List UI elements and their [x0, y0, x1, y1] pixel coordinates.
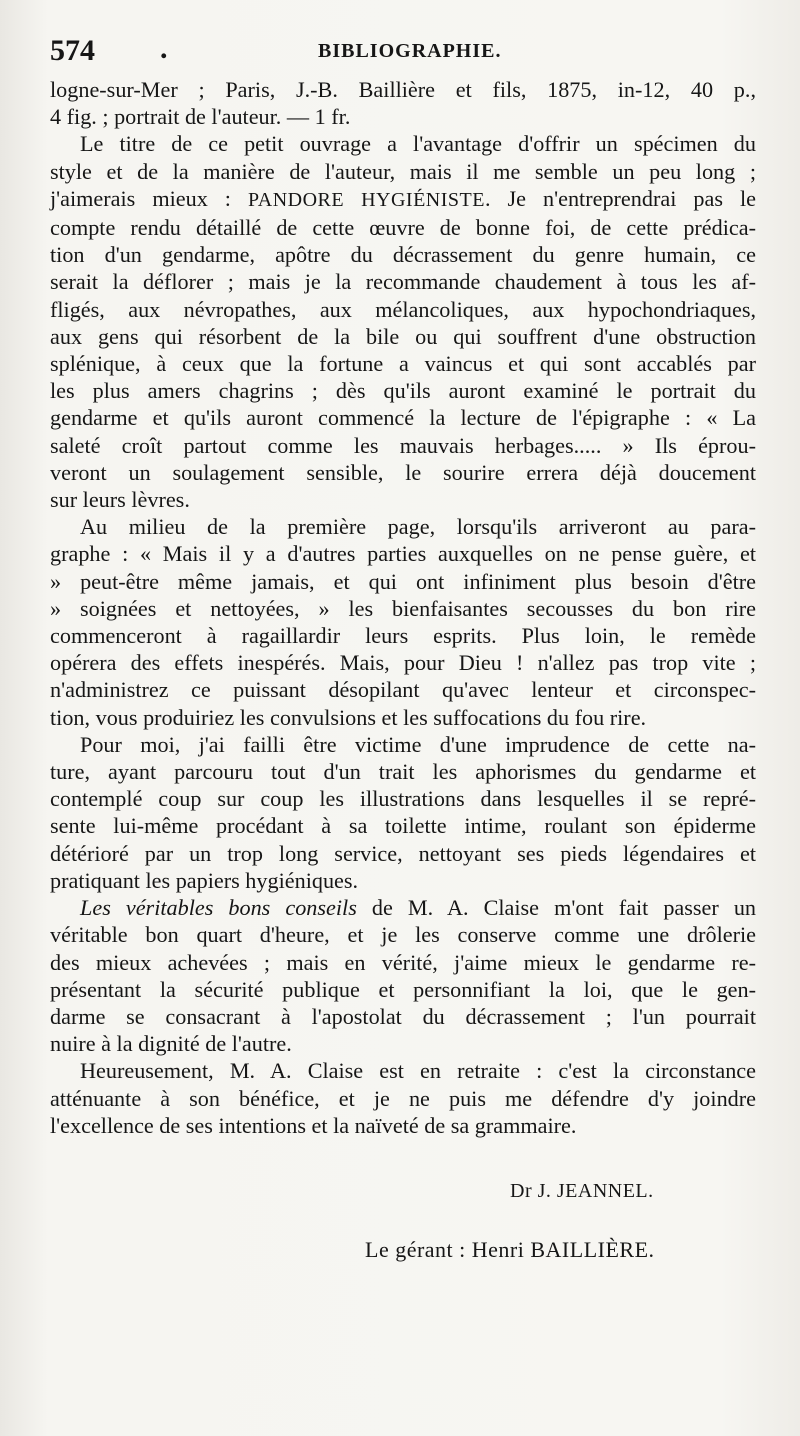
paragraph	[50, 894, 756, 1057]
text-line: les plus amers chagrins ; dès qu'ils auront examiné le portrait du	[50, 378, 756, 404]
head-separator: .	[160, 32, 168, 65]
text-line: contemplé coup sur coup les illustrations dans lesquelles il se repré-	[50, 786, 756, 812]
text-line: Le titre de ce petit ouvrage a l'avantage d'offrir un spécimen du	[80, 131, 756, 157]
text-line: véritable bon quart d'heure, et je les conserve comme une drôlerie	[50, 922, 756, 948]
text-line: darme se consacrant à l'apostolat du décrassement ; l'un pourrait	[50, 1003, 756, 1029]
paragraph	[50, 130, 756, 513]
text-line: style et de la manière de l'auteur, mais il me semble un peu long ;	[50, 158, 756, 184]
text-line: gendarme et qu'ils auront commencé la lecture de l'épigraphe : « La	[50, 405, 756, 431]
text-line: présentant la sécurité publique et personnifiant la loi, que le gen-	[50, 976, 756, 1002]
running-head	[50, 30, 760, 70]
text-line: Pour moi, j'ai failli être victime d'une imprudence de cette na-	[80, 731, 756, 757]
text-line: tion d'un gendarme, apôtre du décrassement du genre humain, ce	[50, 242, 756, 268]
publisher-footer: Le gérant : Henri BAILLIÈRE.	[365, 1237, 655, 1262]
paragraph	[50, 513, 756, 731]
text-line: opérera des effets inespérés. Mais, pour Dieu ! n'allez pas trop vite ;	[50, 650, 756, 676]
text-line: Les véritables bons conseils de M. A. Claise m'ont fait passer un	[80, 895, 757, 921]
text-line: splénique, à ceux que la fortune a vaincus et qui sont accablés par	[50, 351, 756, 377]
paragraph	[50, 1057, 756, 1139]
text-line: nuire à la dignité de l'autre.	[50, 1031, 292, 1057]
page-number: 574	[50, 34, 95, 67]
text-line: graphe : « Mais il y a d'autres parties auxquelles on ne pense guère, et	[50, 541, 756, 567]
text-line: des mieux achevées ; mais en vérité, j'aime mieux le gendarme re-	[50, 949, 756, 975]
text-line: détérioré par un trop long service, nettoyant ses pieds légendaires et	[50, 840, 756, 866]
text-line: compte rendu détaillé de cette œuvre de bonne foi, de cette prédica-	[50, 215, 756, 241]
signature: Dr J. JEANNEL.	[510, 1180, 654, 1202]
paragraph	[50, 76, 756, 130]
text-line: tion, vous produiriez les convulsions et les suffocations du fou rire.	[50, 704, 647, 730]
paragraph	[50, 731, 756, 894]
text-line: logne-sur-Mer ; Paris, J.-B. Baillière et fils, 1875, in-12, 40 p.,	[50, 77, 756, 102]
text-line: 4 fig. ; portrait de l'auteur. — 1 fr.	[50, 104, 351, 130]
text-line: veront un soulagement sensible, le sourire errera déjà doucement	[50, 459, 756, 485]
text-line: l'excellence de ses intentions et la naïveté de sa grammaire.	[50, 1112, 577, 1138]
text-line: pratiquant les papiers hygiéniques.	[50, 867, 359, 893]
text-line: ture, ayant parcouru tout d'un trait les aphorismes du gendarme et	[50, 759, 756, 785]
text-line: n'administrez ce puissant désopilant qu'avec lenteur et circonspec-	[50, 677, 756, 703]
text-line: commenceront à ragaillardir leurs esprits. Plus loin, le remède	[50, 623, 756, 649]
text-line: » soignées et nettoyées, » les bienfaisantes secousses du bon rire	[50, 595, 756, 621]
text-line: Au milieu de la première page, lorsqu'ils arriveront au para-	[80, 514, 756, 540]
body-text	[50, 76, 756, 1139]
text-line: atténuante à son bénéfice, et je ne puis me défendre d'y joindre	[50, 1085, 756, 1111]
text-line: Heureusement, M. A. Claise est en retraite : c'est la circonstance	[80, 1058, 756, 1084]
text-line: j'aimerais mieux : PANDORE HYGIÉNISTE. Je n'entreprendrai pas le	[50, 185, 756, 211]
text-line: sur leurs lèvres.	[50, 487, 190, 513]
text-line: saleté croît partout comme les mauvais herbages..... » Ils éprou-	[50, 432, 756, 458]
text-line: serait la déflorer ; mais je la recommande chaudement à tous les af-	[50, 269, 756, 295]
text-line: aux gens qui résorbent de la bile ou qui souffrent d'une obstruction	[50, 323, 756, 349]
running-title: BIBLIOGRAPHIE.	[318, 40, 502, 62]
text-line: fligés, aux névropathes, aux mélancoliques, aux hypochondriaques,	[50, 296, 756, 322]
text-line: » peut-être même jamais, et qui ont infiniment plus besoin d'être	[50, 568, 756, 594]
text-line: sente lui-même procédant à sa toilette intime, roulant son épiderme	[50, 813, 756, 839]
